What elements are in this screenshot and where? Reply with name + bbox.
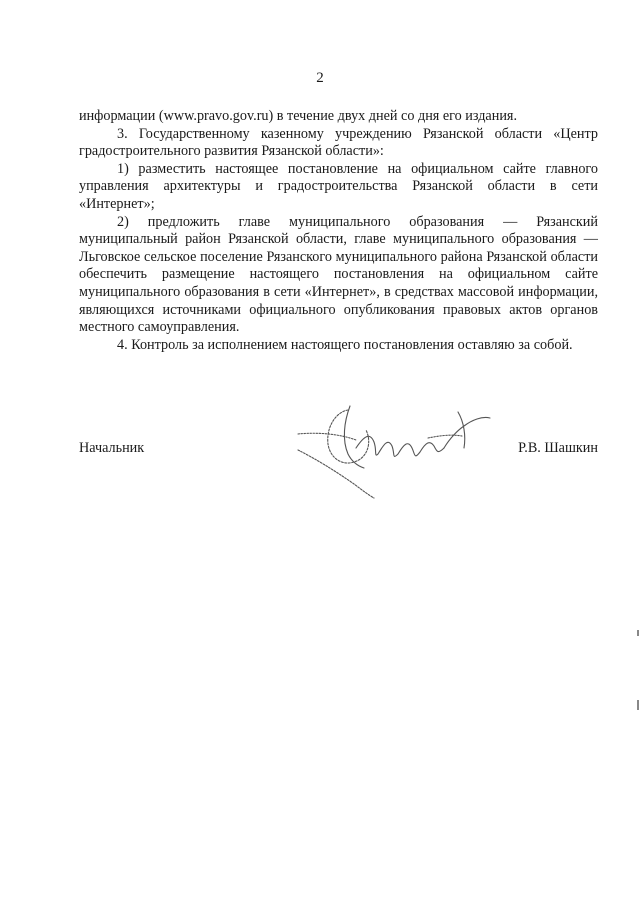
signatory-name: Р.В. Шашкин: [518, 440, 598, 456]
signatory-title: Начальник: [79, 440, 145, 456]
paragraph-subitem-1: 1) разместить настоящее постановление на официальном сайте главного управления архитектуры и градостроительства Рязанской области в сети «Интернет»;: [79, 160, 598, 212]
handwritten-signature-icon: [278, 392, 508, 502]
scan-edge-marks: [634, 600, 640, 740]
document-body: [79, 108, 598, 354]
paragraph-publication-continuation: информации (www.pravo.gov.ru) в течение двух дней со дня его издания.: [79, 108, 517, 124]
paragraph-item-4: 4. Контроль за исполнением настоящего постановления оставляю за собой.: [117, 336, 573, 353]
paragraph-subitem-2: 2) предложить главе муниципального образования — Рязанский муниципальный район Рязанской области, главе муниципального образования — Льговское сельское поселение Рязанского муниципального района Рязанской области обеспечить размещение настоящего постановления на официальном сайте муниципального образования в сети «Интернет», в средствах массовой информации, являющихся источниками официального опубликования правовых актов органов местного самоуправления.: [79, 213, 598, 336]
page-number: 2: [316, 70, 324, 86]
paragraph-item-3: 3. Государственному казенному учреждению Рязанской области «Центр градостроительного развития Рязанской области»:: [79, 125, 598, 160]
